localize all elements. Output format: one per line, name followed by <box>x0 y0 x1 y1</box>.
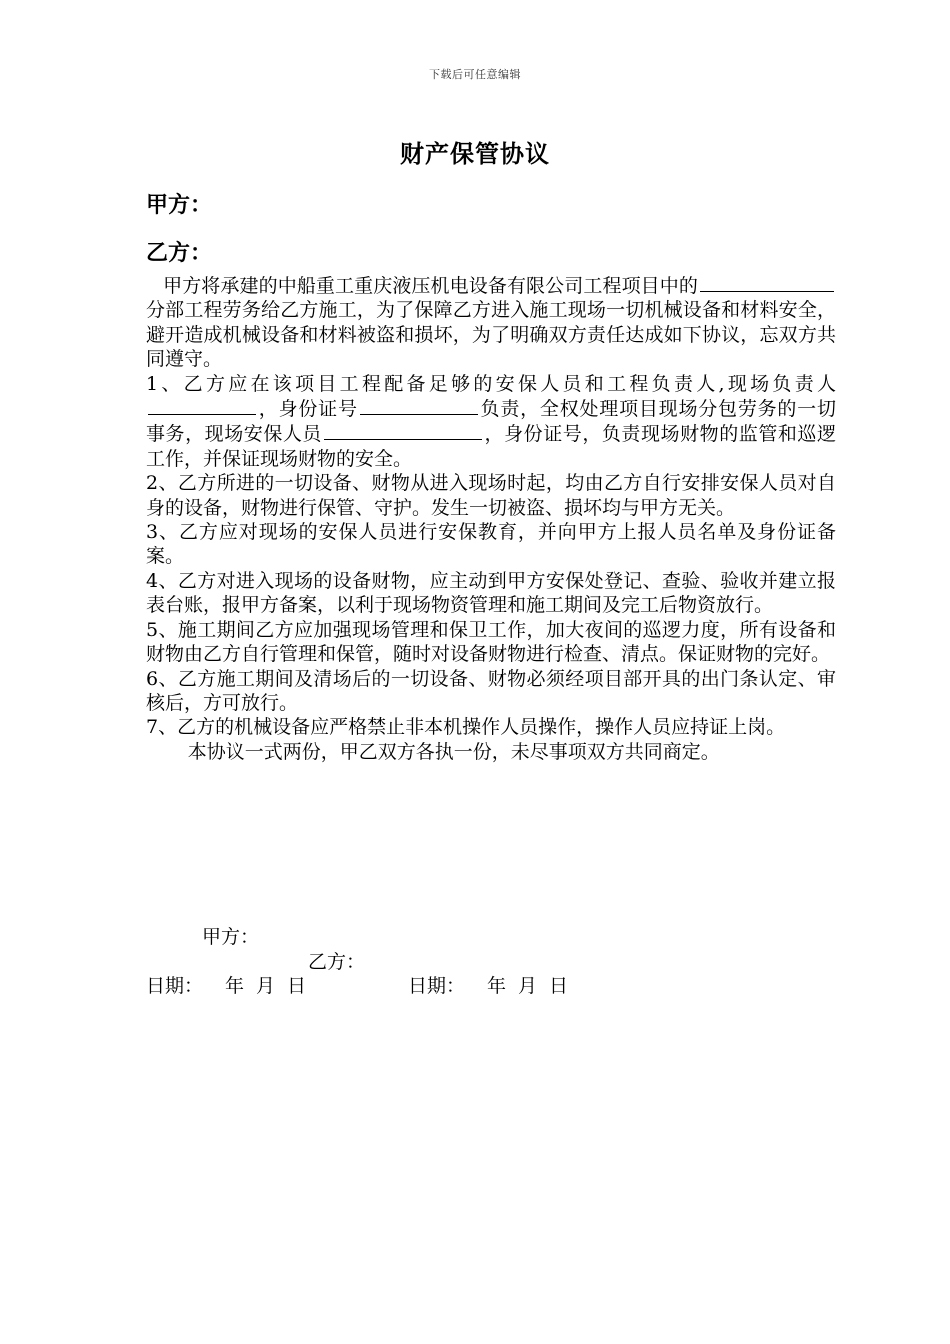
date-day-label: 日 <box>287 975 307 997</box>
party-b-label: 乙方： <box>146 240 213 266</box>
date-party-b <box>408 971 568 998</box>
clause-1-text-2: ，身份证号 <box>258 398 358 421</box>
site-leader-blank[interactable] <box>148 396 256 415</box>
security-staff-blank[interactable] <box>324 421 482 440</box>
header-note: 下载后可任意编辑 <box>429 68 521 81</box>
project-name-blank[interactable] <box>700 273 834 292</box>
intro-paragraph <box>146 273 836 372</box>
agreement-body <box>146 273 836 764</box>
clause-1-text-4: ，身份证号 <box>484 423 583 446</box>
date-year-label: 年 <box>487 975 507 997</box>
date-day-label: 日 <box>549 975 569 997</box>
document-title: 财产保管协议 <box>400 139 550 168</box>
signature-party-a: 甲方： <box>202 926 260 948</box>
date-month-label: 月 <box>518 975 538 997</box>
date-year-label: 年 <box>225 975 245 997</box>
clause-3: 3、乙方应对现场的安保人员进行安保教育，并向甲方上报人员名单及身份证备案。 <box>146 521 836 568</box>
intro-text-1: 甲方将承建的中船重工重庆液压机电设备有限公司工程项目中的 <box>163 275 698 297</box>
clause-2: 2、乙方所进的一切设备、财物从进入现场时起，均由乙方自行安排安保人员对自身的设备，财物进行保管、守护。发生一切被盗、损坏均与甲方无关。 <box>146 472 836 519</box>
date-party-a <box>146 971 306 998</box>
intro-text-2: 分部工程劳务给乙方施工，为了保障乙方进入施工现场一切机械设备和材料安全，避开造成机械设备和材料被盗和损坏，为了明确双方责任达成如下协议，忘双方共同遵守。 <box>146 299 836 371</box>
party-a-label: 甲方： <box>146 192 213 218</box>
clause-1-text-5: ，负责现场财物的监管和巡逻工作，并保证现场财物的安全。 <box>146 423 836 470</box>
clause-1 <box>146 372 836 472</box>
signature-party-b: 乙方： <box>308 951 366 973</box>
clause-7: 7、乙方的机械设备应严格禁止非本机操作人员操作，操作人员应持证上岗。 <box>146 716 786 739</box>
leader-id-number-blank[interactable] <box>360 396 478 415</box>
date-label: 日期： <box>146 975 204 997</box>
closing-paragraph: 本协议一式两份，甲乙双方各执一份，未尽事项双方共同商定。 <box>187 740 720 763</box>
clause-5: 5、施工期间乙方应加强现场管理和保卫工作，加大夜间的巡逻力度，所有设备和财物由乙方自行管理和保管，随时对设备财物进行检查、清点。保证财物的完好。 <box>146 618 836 666</box>
clause-6: 6、乙方施工期间及清场后的一切设备、财物必须经项目部开具的出门条认定、审核后，方可放行。 <box>146 667 836 714</box>
clause-1-text-3: 负责，全权处理项目现场分包劳务的一切事务，现场安保人员 <box>146 398 836 446</box>
clause-1-text-1: 1、乙方应在该项目工程配备足够的安保人员和工程负责人,现场负责人 <box>146 372 836 395</box>
date-label: 日期： <box>408 975 466 997</box>
date-month-label: 月 <box>256 975 276 997</box>
clause-4: 4、乙方对进入现场的设备财物，应主动到甲方安保处登记、查验、验收并建立报表台账，报甲方备案，以利于现场物资管理和施工期间及完工后物资放行。 <box>146 569 836 617</box>
